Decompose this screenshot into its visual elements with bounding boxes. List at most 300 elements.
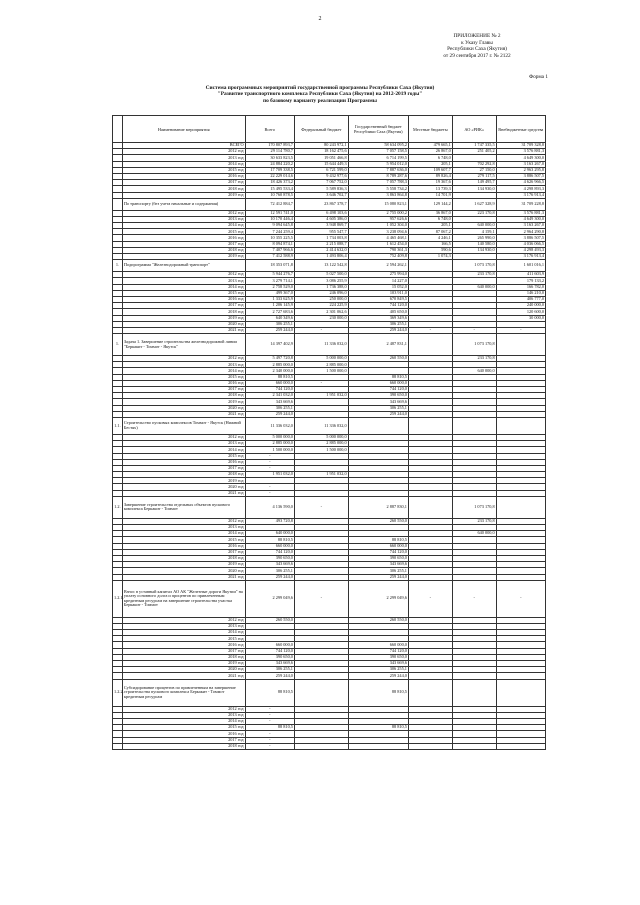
row-value-cell	[452, 743, 496, 749]
row-value-cell: 259 244,0	[245, 574, 294, 580]
row-value-cell: -	[452, 580, 496, 617]
row-year-label: 2016 год	[122, 543, 245, 549]
row-year-label: 2020 год	[122, 405, 245, 411]
row-value-cell: 2 215 088,7	[294, 241, 348, 247]
row-value-cell: 259 244,0	[348, 411, 408, 417]
row-year-label: 2015 год	[122, 290, 245, 296]
row-value-cell: 2 341 032,0	[245, 393, 294, 399]
row-value-cell: -	[294, 580, 348, 617]
row-value-cell: 343 669,6	[245, 399, 294, 405]
row-value-cell	[408, 496, 452, 518]
row-value-cell: 88 810,5	[245, 374, 294, 380]
row-measure-name: Подпрограмма "Железнодорожный транспорт"	[122, 260, 245, 272]
row-value-cell: 744 120,0	[245, 549, 294, 555]
row-value-cell: 390 650,0	[245, 654, 294, 660]
row-value-cell: 7 057 788,3	[348, 180, 408, 186]
row-value-cell: 4 649 300,0	[496, 155, 545, 161]
row-value-cell: 30 000,0	[496, 315, 545, 321]
row-value-cell: 3 163 267,0	[496, 161, 545, 167]
row-value-cell: -	[408, 580, 452, 617]
row-year-label: 2014 год	[122, 284, 245, 290]
row-value-cell: 18 162 475,6	[294, 149, 348, 155]
program-table	[112, 115, 546, 750]
row-value-cell: 80 243 972,1	[294, 143, 348, 149]
row-year-label: 2016 год	[122, 459, 245, 465]
row-year-label: 2014 год	[122, 531, 245, 537]
row-value-cell: -	[245, 743, 294, 749]
row-value-cell: 479 665,1	[408, 143, 452, 149]
row-value-cell: 14 227,0	[348, 278, 408, 284]
row-year-label: 2014 год	[122, 161, 245, 167]
row-value-cell: -	[245, 453, 294, 459]
table-row	[113, 679, 546, 706]
row-year-label: 2015 год	[122, 374, 245, 380]
row-year-label: 2018 год	[122, 743, 245, 749]
title-line: Система программных мероприятий государственной программы Республики Саха (Якутия)	[205, 85, 435, 91]
row-value-cell	[408, 679, 452, 706]
row-value-cell	[496, 417, 545, 434]
row-year-label: 2012 год	[122, 356, 245, 362]
row-value-cell: -	[245, 718, 294, 724]
row-year-label: 2013 год	[122, 362, 245, 368]
row-value-cell: 146 210,0	[496, 290, 545, 296]
row-index: 1.1.	[113, 417, 123, 434]
row-year-label: 2021 год	[122, 574, 245, 580]
row-year-label: 2016 год	[122, 731, 245, 737]
row-year-label: 2018 год	[122, 654, 245, 660]
row-value-cell: 103 911,0	[348, 290, 408, 296]
row-value-cell: 265 990,0	[452, 235, 496, 241]
row-value-cell: 109 607,7	[408, 167, 452, 173]
row-value-cell: 7 067 752,0	[294, 180, 348, 186]
row-value-cell: 1 052 304,0	[348, 223, 408, 229]
row-value-cell: 5 589 836,3	[294, 186, 348, 192]
header-cell: Федеральный бюджет	[294, 116, 348, 143]
row-value-cell: 15 495 533,4	[245, 186, 294, 192]
row-value-cell: 2 414 632,0	[294, 247, 348, 253]
row-year-label: 2013 год	[122, 216, 245, 222]
row-value-cell: 343 669,6	[348, 399, 408, 405]
row-value-cell: 2 301 062,6	[294, 309, 348, 315]
row-value-cell: 24 884 220,2	[245, 161, 294, 167]
row-value-cell: 1 500 000,0	[245, 447, 294, 453]
row-value-cell: 149 495,7	[452, 180, 496, 186]
row-value-cell: 744 120,0	[245, 387, 294, 393]
row-value-cell: 2 887 830,1	[348, 496, 408, 518]
row-value-cell	[496, 496, 545, 518]
row-value-cell: 390 650,0	[348, 393, 408, 399]
row-value-cell: 1 612 454,0	[348, 241, 408, 247]
row-year-label: 2017 год	[122, 387, 245, 393]
row-value-cell: 15 080 823,1	[348, 198, 408, 210]
row-value-cell: 411 603,9	[496, 272, 545, 278]
row-year-label: 2016 год	[122, 380, 245, 386]
row-value-cell	[452, 417, 496, 434]
row-value-cell: 13 122 542,8	[294, 260, 348, 272]
row-value-cell: 3 163 267,0	[496, 223, 545, 229]
row-value-cell: 260 550,0	[348, 356, 408, 362]
row-value-cell: 233 170,8	[452, 518, 496, 524]
row-value-cell: 405 650,0	[348, 309, 408, 315]
row-year-label: 2017 год	[122, 648, 245, 654]
row-year-label: 2020 год	[122, 667, 245, 673]
row-value-cell: 5 000 000,0	[294, 356, 348, 362]
row-year-label: 2017 год	[122, 737, 245, 743]
row-value-cell: 89 826,4	[408, 173, 452, 179]
row-value-cell: 493 720,8	[245, 518, 294, 524]
row-value-cell: 246 096,0	[294, 290, 348, 296]
row-value-cell: 15 052,0	[348, 284, 408, 290]
row-year-label: 2012 год	[122, 210, 245, 216]
row-value-cell: -	[245, 706, 294, 712]
row-value-cell: 13 739,3	[408, 186, 452, 192]
row-year-label: 2021 год	[122, 411, 245, 417]
row-year-label: 2017 год	[122, 241, 245, 247]
row-value-cell: 3 886 507,5	[496, 235, 545, 241]
row-year-label: 2015 год	[122, 453, 245, 459]
row-year-label: 2018 год	[122, 186, 245, 192]
row-year-label: 2021 год	[122, 490, 245, 496]
row-value-cell: 9 094 645,8	[245, 223, 294, 229]
row-value-cell: 1 734 003,8	[294, 235, 348, 241]
row-value-cell: 179 133,2	[496, 278, 545, 284]
table-row	[113, 198, 546, 210]
row-value-cell: 306 255,1	[245, 405, 294, 411]
row-value-cell: 31 709 328,8	[496, 143, 545, 149]
table-row	[113, 260, 546, 272]
row-value-cell: 5 027 500,0	[294, 272, 348, 278]
row-value-cell: 3 176 913,4	[496, 192, 545, 198]
title-line: "Развитие транспортного комплекса Республики Саха (Якутия) на 2012-2019 годы"	[217, 91, 423, 98]
row-value-cell: 660 000,0	[348, 642, 408, 648]
row-value-cell: 2 340 000,0	[245, 368, 294, 374]
row-value-cell: 5 000 000,0	[245, 434, 294, 440]
row-year-label: 2015 год	[122, 167, 245, 173]
row-value-cell: 279 117,5	[452, 173, 496, 179]
row-value-cell: -	[245, 459, 294, 465]
row-year-label: 2013 год	[122, 525, 245, 531]
row-value-cell: 26 867,0	[408, 149, 452, 155]
row-value-cell: 590,6	[408, 247, 452, 253]
row-value-cell: 660 000,0	[245, 642, 294, 648]
row-value-cell: 7 887 636,0	[348, 167, 408, 173]
row-year-label: 2017 год	[122, 180, 245, 186]
row-value-cell: 2 963 295,8	[496, 167, 545, 173]
row-value-cell: 660 000,0	[245, 543, 294, 549]
row-value-cell: 260 550,0	[348, 518, 408, 524]
row-value-cell: 251 405,2	[452, 149, 496, 155]
row-value-cell: 10 355 225,5	[245, 235, 294, 241]
row-value-cell: 3 176 913,4	[496, 254, 545, 260]
row-value-cell: 11 336 032,0	[294, 417, 348, 434]
row-value-cell: 10 760 878,5	[245, 192, 294, 198]
header-cell: Наименование мероприятия	[122, 116, 245, 143]
row-year-label: 2019 год	[122, 315, 245, 321]
row-year-label: 2015 год	[122, 229, 245, 235]
row-year-label: 2020 год	[122, 484, 245, 490]
row-year-label: 2014 год	[122, 223, 245, 229]
row-value-cell: 752 409,8	[348, 254, 408, 260]
row-year-label: 2012 год	[122, 149, 245, 155]
row-value-cell: 2 964 290,8	[496, 229, 545, 235]
row-value-cell: 205,1	[408, 161, 452, 167]
row-value-cell: 390 650,0	[245, 555, 294, 561]
row-value-cell: 390 650,0	[348, 555, 408, 561]
row-value-cell: 1 736 388,0	[294, 284, 348, 290]
header-cell: Всего	[245, 116, 294, 143]
row-value-cell: 6 498 103,6	[294, 210, 348, 216]
row-value-cell: 30 633 823,5	[245, 155, 294, 161]
row-measure-name: Строительство пусковых комплексов Томмот - Якутск (Нижний Бестях)	[122, 417, 245, 434]
row-value-cell: 957 626,6	[348, 216, 408, 222]
row-value-cell: 1 073 170,8	[452, 496, 496, 518]
row-value-cell: 9 432 977,6	[294, 173, 348, 179]
row-value-cell: 343 669,6	[245, 562, 294, 568]
row-value-cell: 369 349,6	[348, 315, 408, 321]
row-value-cell: 88 810,5	[348, 679, 408, 706]
row-value-cell	[348, 743, 408, 749]
row-value-cell: 640 000,0	[452, 223, 496, 229]
row-value-cell: 7 057 158,5	[348, 149, 408, 155]
row-value-cell: 259 244,0	[348, 574, 408, 580]
row-year-label: 2016 год	[122, 173, 245, 179]
row-value-cell: 259 244,0	[348, 673, 408, 679]
row-value-cell: 2 299 049,6	[245, 580, 294, 617]
row-value-cell: 8 094 874,1	[245, 241, 294, 247]
document-title	[170, 85, 470, 104]
row-value-cell	[496, 679, 545, 706]
row-index: 1.2.2.	[113, 679, 123, 706]
row-value-cell: 250 000,0	[294, 296, 348, 302]
row-value-cell: 275 994,0	[348, 272, 408, 278]
row-value-cell: 259 244,0	[348, 327, 408, 333]
row-value-cell: 29 114 780,7	[245, 149, 294, 155]
row-value-cell	[408, 334, 452, 356]
row-value-cell: 702 292,8	[452, 161, 496, 167]
row-value-cell: 88 810,5	[348, 725, 408, 731]
row-value-cell: 660 000,0	[348, 380, 408, 386]
row-value-cell: 2 487 831,1	[348, 334, 408, 356]
table-row	[113, 743, 546, 749]
row-value-cell: 390 650,0	[348, 654, 408, 660]
row-value-cell: 1 627 328,9	[452, 198, 496, 210]
row-measure-name: Завершение строительства отдельных объектов пускового комплекса Беркакит - Томмот	[122, 496, 245, 518]
row-value-cell: 18 353 071,8	[245, 260, 294, 272]
row-value-cell: 14 397 402,9	[245, 334, 294, 356]
row-value-cell: 134 930,0	[452, 247, 496, 253]
row-value-cell: 14 701,9	[408, 192, 452, 198]
row-value-cell: 1 074,3	[408, 254, 452, 260]
row-value-cell: 3 086 255,9	[294, 278, 348, 284]
row-value-cell: 1 206 145,9	[245, 303, 294, 309]
row-year-label: 2014 год	[122, 630, 245, 636]
page-number: 2	[318, 16, 322, 22]
row-value-cell: 4 298 893,3	[496, 186, 545, 192]
row-value-cell: 7 412 588,9	[245, 254, 294, 260]
row-value-cell: 306 255,1	[245, 568, 294, 574]
row-value-cell: 27 150,0	[452, 167, 496, 173]
row-value-cell: 660 000,0	[348, 543, 408, 549]
row-value-cell: 22 229 014,6	[245, 173, 294, 179]
row-year-label: 2015 год	[122, 636, 245, 642]
row-value-cell: 58 634 095,2	[348, 143, 408, 149]
row-index: 1.	[113, 334, 123, 356]
row-value-cell: 129 144,2	[408, 198, 452, 210]
row-value-cell: 406 777,0	[496, 296, 545, 302]
row-year-label: 2017 год	[122, 303, 245, 309]
row-year-label: ВСЕГО	[122, 143, 245, 149]
row-value-cell: 744 120,0	[348, 549, 408, 555]
row-value-cell: 3 646 702,7	[294, 192, 348, 198]
row-value-cell: 31 709 228,8	[496, 198, 545, 210]
row-year-label: 2019 год	[122, 399, 245, 405]
row-value-cell: 343 669,6	[245, 661, 294, 667]
row-value-cell: 2 727 683,6	[245, 309, 294, 315]
row-value-cell: 2 758 529,0	[245, 284, 294, 290]
row-value-cell: 6 714 199,5	[348, 155, 408, 161]
row-value-cell: 1 500 000,0	[294, 447, 348, 453]
row-value-cell: 3 948 869,7	[294, 223, 348, 229]
row-measure-name: По транспорту (без учета начальные и содержания)	[122, 198, 245, 210]
row-value-cell: 230 000,0	[294, 315, 348, 321]
header-cell: Внебюджетные средства	[496, 116, 545, 143]
row-value-cell: 640 000,0	[452, 368, 496, 374]
row-value-cell: 3 576 881,3	[496, 210, 545, 216]
row-value-cell: 1 073 170,8	[452, 334, 496, 356]
row-value-cell: -	[496, 327, 545, 333]
row-value-cell: 23 867 378,7	[294, 198, 348, 210]
header-cell: Государственный бюджет Республики Саха (Якутия)	[348, 116, 408, 143]
row-value-cell: 6 748,0	[408, 216, 452, 222]
row-value-cell	[348, 417, 408, 434]
row-value-cell	[496, 743, 545, 749]
header-cell: АО «РИК»	[452, 116, 496, 143]
table-row	[113, 334, 546, 356]
row-value-cell: 36 867,0	[408, 210, 452, 216]
table-row	[113, 417, 546, 434]
row-value-cell: 306 255,1	[348, 667, 408, 673]
row-value-cell: 5 000 000,0	[294, 434, 348, 440]
row-year-label: 2012 год	[122, 617, 245, 623]
row-year-label: 2013 год	[122, 712, 245, 718]
row-year-label: 2014 год	[122, 718, 245, 724]
row-year-label: 2019 год	[122, 478, 245, 484]
row-value-cell: 88 810,5	[245, 537, 294, 543]
row-value-cell: 2 299 049,6	[348, 580, 408, 617]
row-value-cell: 2 885 000,0	[245, 362, 294, 368]
row-value-cell: 260 550,0	[348, 617, 408, 623]
row-value-cell: 72 412 884,7	[245, 198, 294, 210]
row-value-cell: 1 493 806,4	[294, 254, 348, 260]
form-label: Форма 1	[528, 74, 548, 80]
row-year-label: 2013 год	[122, 441, 245, 447]
row-value-cell: 790 361,3	[348, 247, 408, 253]
row-value-cell: 3 238 094,6	[348, 229, 408, 235]
row-value-cell: 2 885 000,0	[245, 441, 294, 447]
row-value-cell: 5 558 734,2	[348, 186, 408, 192]
row-value-cell: 11 336 032,0	[294, 334, 348, 356]
row-value-cell: 19 367,6	[408, 180, 452, 186]
row-value-cell: -	[245, 737, 294, 743]
row-year-label: 2019 год	[122, 562, 245, 568]
row-value-cell: 4 136 590,0	[245, 496, 294, 518]
row-value-cell: 1 951 032,0	[294, 393, 348, 399]
row-value-cell: 1 747 335,5	[452, 143, 496, 149]
row-value-cell: 223 170,8	[452, 210, 496, 216]
table-body	[113, 143, 546, 750]
row-measure-name: Задача 1. Завершение строительства железнодорожной линии "Беркакит - Томмот - Якутск"	[122, 334, 245, 356]
row-value-cell: 4 159,1	[452, 229, 496, 235]
row-value-cell: 1 951 032,0	[245, 472, 294, 478]
row-value-cell: 5 944 276,7	[245, 272, 294, 278]
row-value-cell: 3 279 714,1	[245, 278, 294, 284]
row-value-cell: 233 170,8	[452, 272, 496, 278]
row-measure-name: Субсидирование процентов по привлеченным на завершение строительства пускового комплекса Беркакит - Томмот кредитным ресурсам	[122, 679, 245, 706]
row-value-cell	[408, 743, 452, 749]
row-value-cell: 2 885 000,0	[294, 441, 348, 447]
row-value-cell: 640 349,6	[245, 315, 294, 321]
row-year-label: 2016 год	[122, 642, 245, 648]
row-value-cell: 744 120,0	[348, 648, 408, 654]
row-index	[113, 743, 123, 749]
row-value-cell: 1 951 032,0	[294, 472, 348, 478]
row-measure-name: Взнос в уставный капитал АО АК "Железные дороги Якутии" на уплату основного долга и процентов по привлеченным кредитным ресурсам на завершение строительства участка Беркакит - Томмот	[122, 580, 245, 617]
row-value-cell: 2 755 000,2	[348, 210, 408, 216]
row-value-cell: 18 426 373,2	[245, 180, 294, 186]
row-value-cell: 88 810,5	[348, 537, 408, 543]
row-year-label: 2018 год	[122, 309, 245, 315]
row-value-cell: 1 500 000,0	[294, 368, 348, 374]
row-value-cell: 640 000,0	[452, 531, 496, 537]
row-year-label: 2016 год	[122, 235, 245, 241]
title-line: по базовому варианту реализации Программы	[263, 97, 377, 104]
row-value-cell: 10 170 446,4	[245, 216, 294, 222]
row-value-cell: 3 886 507,5	[496, 173, 545, 179]
row-year-label: 2020 год	[122, 568, 245, 574]
row-value-cell: -	[294, 496, 348, 518]
row-year-label: 2018 год	[122, 472, 245, 478]
row-value-cell: 259 244,0	[245, 411, 294, 417]
row-value-cell: 6 748,0	[408, 155, 452, 161]
row-value-cell: 343 669,6	[348, 661, 408, 667]
row-year-label: 2018 год	[122, 247, 245, 253]
row-value-cell	[452, 679, 496, 706]
row-value-cell: 3 863 864,8	[348, 192, 408, 198]
table-row	[113, 580, 546, 617]
row-index: 1.2.	[113, 496, 123, 518]
row-value-cell: 170 807 893,7	[245, 143, 294, 149]
row-year-label: 2012 год	[122, 272, 245, 278]
row-value-cell: 88 810,5	[348, 374, 408, 380]
row-value-cell: 306 255,1	[348, 568, 408, 574]
row-value-cell: 4 605 386,0	[294, 216, 348, 222]
row-value-cell: 240 000,0	[496, 303, 545, 309]
header-cell	[113, 116, 123, 143]
row-value-cell: 233 170,8	[452, 356, 496, 362]
row-value-cell: -	[452, 327, 496, 333]
row-value-cell: 12 591 741,0	[245, 210, 294, 216]
row-value-cell: 640 000,0	[245, 531, 294, 537]
row-value-cell: 88 810,5	[245, 679, 294, 706]
row-value-cell: 306 255,1	[348, 321, 408, 327]
row-index: 1.	[113, 260, 123, 272]
row-value-cell: 306 255,1	[245, 321, 294, 327]
row-value-cell: 260 550,0	[245, 617, 294, 623]
row-year-label: 2016 год	[122, 296, 245, 302]
row-value-cell	[294, 743, 348, 749]
row-year-label: 2014 год	[122, 368, 245, 374]
row-value-cell: 4 465 468,1	[348, 235, 408, 241]
